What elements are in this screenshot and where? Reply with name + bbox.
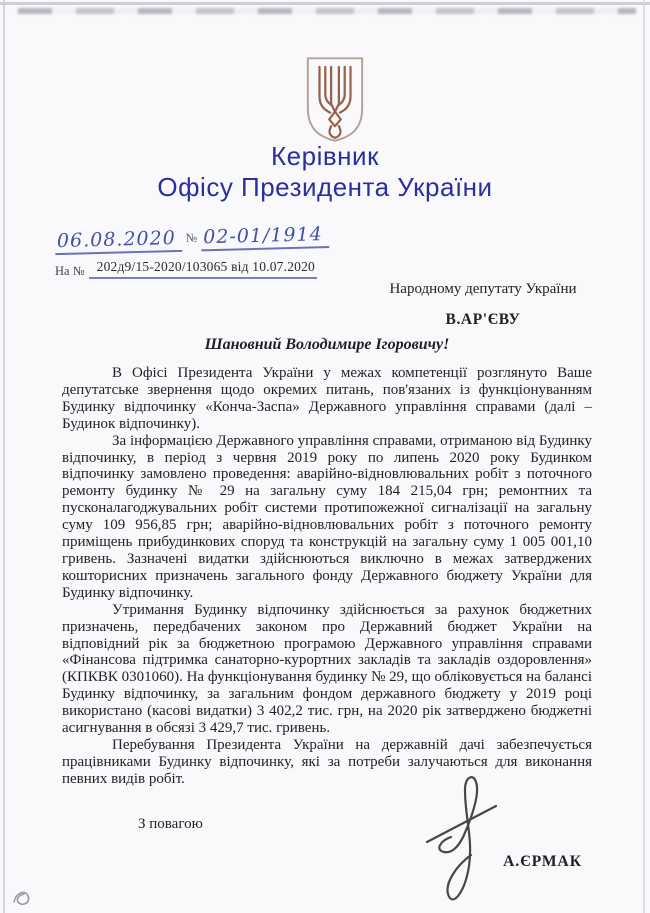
scan-left-edge — [3, 0, 5, 913]
pencil-squiggle-mark — [10, 886, 42, 908]
outgoing-reference-row — [55, 222, 376, 255]
recipient-block — [378, 281, 588, 329]
letter-body — [62, 365, 592, 788]
body-paragraph-1: В Офісі Президента України у межах компетенції розглянуто Ваше депутатське звернення щодо окремих питань, пов'язаних із функціонуванням Будинку відпочинку «Конча-Заспа» Державного управління справами (далі – Будинок відпочинку). — [62, 365, 592, 432]
reply-reference-line — [89, 258, 317, 279]
letterhead-title-line1: Керівник — [271, 141, 379, 171]
signature-yermak — [413, 737, 531, 911]
letterhead-title-line2: Офісу Президента України — [157, 172, 493, 202]
body-paragraph-3: Утримання Будинку відпочинку здійснюється за рахунок бюджетних призначень, передбачених законом про Державний бюджет України на відповідний рік за бюджетною програмою Державного управління справами «Фінансова підтримка санаторно-курортних закладів та закладів оздоровлення» (КПКВК 0301060). На функціонування будинку № 29, що обліковується на балансі Будинку відпочинку, за загальним фондом державного бюджету у 2019 році використано (касові видатки) 3 402,2 тис. грн, на 2020 рік затверджено бюджетні асигнування в обсязі 3 429,7 тис. гривень. — [62, 601, 592, 737]
reply-reference-value: 202д9/15-2020/103065 від 10.07.2020 — [96, 259, 315, 274]
signer-name: А.ЄРМАК — [503, 853, 582, 870]
ukraine-trident-emblem — [303, 54, 367, 146]
body-paragraph-2: За інформацією Державного управління справами, отриманою від Будинку відпочинку, в період з червня 2019 року по липень 2020 року Будинком відпочинку замовлено проведення: аварійно-відновлювальних робіт з поточного ремонту будинку № 29 на загальну суму 184 215,04 грн; ремонтних та пусконалагоджувальних робіт системи протипожежної сигналізації на загальну суму 109 956,85 грн; аварійно-відновлювальних робіт з поточного ремонту приміщень прибудинкових споруд та конструкцій на загальну суму 1 005 001,10 гривень. Зазначені видатки здійснюються виключно в межах затверджених кошторисних призначень загального фонду Державного бюджету України для Будинку відпочинку. — [62, 432, 592, 601]
closing-regards: З повагою — [138, 816, 203, 832]
number-sign-label: № — [185, 230, 198, 245]
outgoing-date-handwritten: 06.08.2020 — [55, 227, 182, 255]
salutation: Шановний Володимире Ігоровичу! — [204, 336, 450, 353]
reference-block — [55, 223, 375, 279]
scan-top-edge — [0, 2, 650, 5]
recipient-title: Народному депутату України — [389, 281, 577, 297]
scan-smudge-strip — [18, 8, 636, 14]
body-paragraph-4: Перебування Президента України на державній дачі забезпечується працівниками Будинку відпочинку, які за потреби залучаються для виконання певних видів робіт. — [62, 736, 592, 787]
outgoing-number-handwritten: 02-01/1914 — [201, 223, 329, 251]
letterhead-title — [0, 141, 650, 203]
incoming-reference-row — [55, 258, 375, 279]
scan-right-edge — [643, 0, 645, 913]
recipient-name: В.АР'ЄВУ — [445, 311, 521, 328]
reply-to-label: На № — [55, 264, 85, 278]
